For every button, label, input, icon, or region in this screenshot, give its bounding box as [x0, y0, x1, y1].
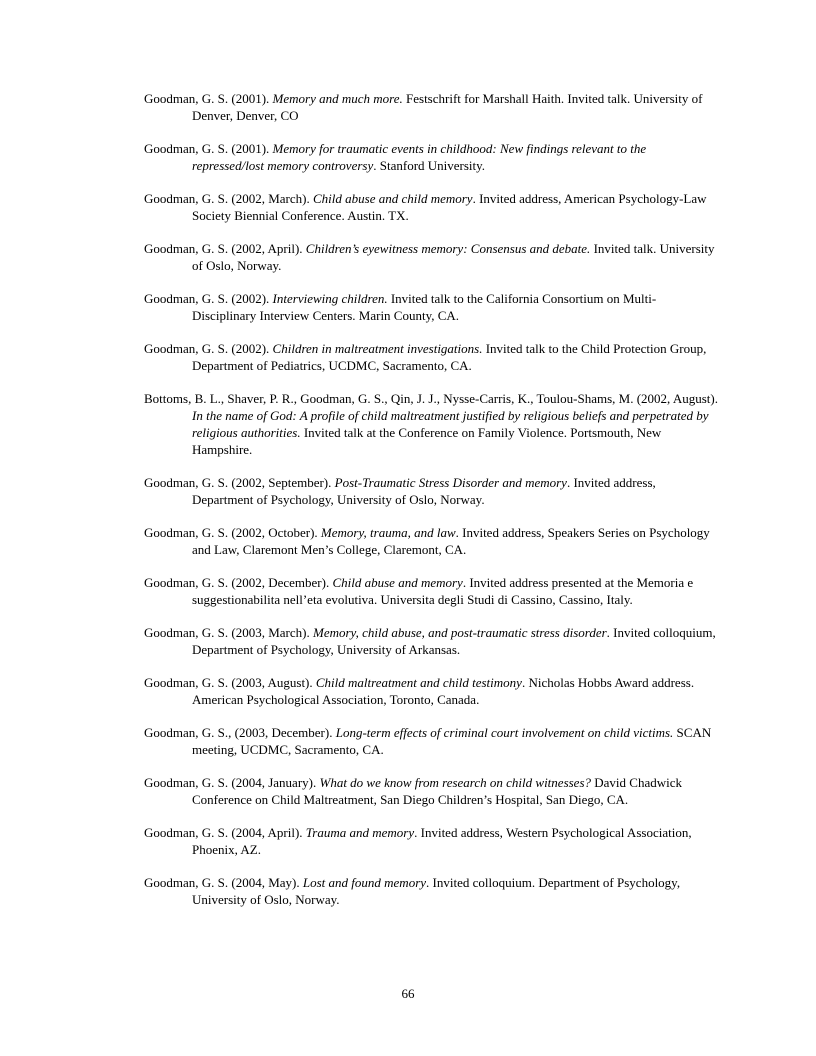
page-footer [0, 985, 816, 1002]
reference-entry [144, 190, 719, 224]
reference-text: Goodman, G. S. (2001). [144, 141, 273, 156]
reference-entry [144, 724, 719, 758]
reference-title: Child maltreatment and child testimony [315, 675, 522, 690]
reference-text: Goodman, G. S. (2002, September). [144, 475, 335, 490]
reference-text: . Invited address, Speakers Series on Psychology and Law, Claremont Men’s College, Claremont, CA. [192, 525, 710, 557]
reference-text: Invited talk at the Conference on Family Violence. Portsmouth, New Hampshire. [192, 425, 662, 457]
reference-text: Invited talk. University of Oslo, Norway. [192, 241, 715, 273]
reference-entry [144, 140, 719, 174]
reference-title: Child abuse and child memory [312, 191, 473, 206]
reference-title: Child abuse and memory [332, 575, 463, 590]
reference-entry [144, 824, 719, 858]
reference-title: Memory, child abuse, and post-traumatic stress disorder [312, 625, 607, 640]
reference-text: Goodman, G. S., (2003, December). [144, 725, 336, 740]
reference-text: . Invited colloquium, Department of Psychology, University of Arkansas. [192, 625, 716, 657]
reference-title: Children’s eyewitness memory: Consensus and debate. [305, 241, 591, 256]
reference-title: Long-term effects of criminal court involvement on child victims. [335, 725, 674, 740]
reference-text: . Invited address presented at the Memoria e suggestionabilita nell’eta evolutiva. Universita degli Studi di Cassino, Cassino, Italy. [192, 575, 694, 607]
reference-title: Memory and much more. [272, 91, 403, 106]
reference-entry [144, 674, 719, 708]
reference-title: Post-Traumatic Stress Disorder and memory [334, 475, 567, 490]
reference-title: Memory for traumatic events in childhood: New findings relevant to the repressed/lost memory controversy [192, 141, 647, 173]
reference-entry [144, 90, 719, 124]
reference-text: David Chadwick Conference on Child Maltreatment, San Diego Children’s Hospital, San Diego, CA. [192, 775, 682, 807]
reference-entry [144, 290, 719, 324]
reference-entry [144, 240, 719, 274]
reference-title: What do we know from research on child witnesses? [319, 775, 592, 790]
reference-text: . Invited address, Department of Psychology, University of Oslo, Norway. [192, 475, 656, 507]
reference-text: . Nicholas Hobbs Award address. American Psychological Association, Toronto, Canada. [192, 675, 695, 707]
reference-text: Goodman, G. S. (2002, April). [144, 241, 306, 256]
reference-title: Children in maltreatment investigations. [272, 341, 483, 356]
reference-text: Goodman, G. S. (2003, March). [144, 625, 313, 640]
reference-entry [144, 474, 719, 508]
reference-entry [144, 774, 719, 808]
reference-text: Goodman, G. S. (2002, December). [144, 575, 333, 590]
reference-text: Goodman, G. S. (2004, January). [144, 775, 320, 790]
reference-text: Goodman, G. S. (2002). [144, 291, 273, 306]
reference-text: Goodman, G. S. (2001). [144, 91, 273, 106]
reference-entry [144, 624, 719, 658]
reference-title: In the name of God: A profile of child maltreatment justified by religious beliefs and perpetrated by religious authorities. [192, 408, 709, 440]
reference-text: Goodman, G. S. (2002, March). [144, 191, 313, 206]
reference-text: Invited talk to the California Consortium on Multi-Disciplinary Interview Centers. Marin County, CA. [192, 291, 657, 323]
page-number: 66 [401, 986, 415, 1001]
reference-text: Invited talk to the Child Protection Group, Department of Pediatrics, UCDMC, Sacramento, CA. [192, 341, 707, 373]
reference-entry [144, 524, 719, 558]
reference-text: Goodman, G. S. (2004, May). [144, 875, 303, 890]
reference-title: Lost and found memory [302, 875, 427, 890]
reference-entry [144, 340, 719, 374]
reference-text: Goodman, G. S. (2002). [144, 341, 273, 356]
reference-text: Bottoms, B. L., Shaver, P. R., Goodman, G. S., Qin, J. J., Nysse-Carris, K., Toulou-Shams, M. (2002, August). [144, 391, 718, 406]
reference-title: Memory, trauma, and law [320, 525, 456, 540]
reference-entry [144, 390, 719, 458]
references-list [144, 90, 719, 924]
reference-text: Festschrift for Marshall Haith. Invited talk. University of Denver, Denver, CO [192, 91, 703, 123]
reference-text: Goodman, G. S. (2004, April). [144, 825, 306, 840]
reference-text: Goodman, G. S. (2003, August). [144, 675, 316, 690]
reference-entry [144, 874, 719, 908]
reference-entry [144, 574, 719, 608]
reference-text: Goodman, G. S. (2002, October). [144, 525, 321, 540]
reference-title: Interviewing children. [272, 291, 388, 306]
reference-text: . Invited colloquium. Department of Psychology, University of Oslo, Norway. [192, 875, 681, 907]
reference-title: Trauma and memory [305, 825, 415, 840]
reference-text: . Invited address, Western Psychological Association, Phoenix, AZ. [192, 825, 692, 857]
reference-text: SCAN meeting, UCDMC, Sacramento, CA. [192, 725, 712, 757]
reference-text: . Stanford University. [373, 158, 486, 173]
reference-text: . Invited address, American Psychology-Law Society Biennial Conference. Austin. TX. [192, 191, 707, 223]
